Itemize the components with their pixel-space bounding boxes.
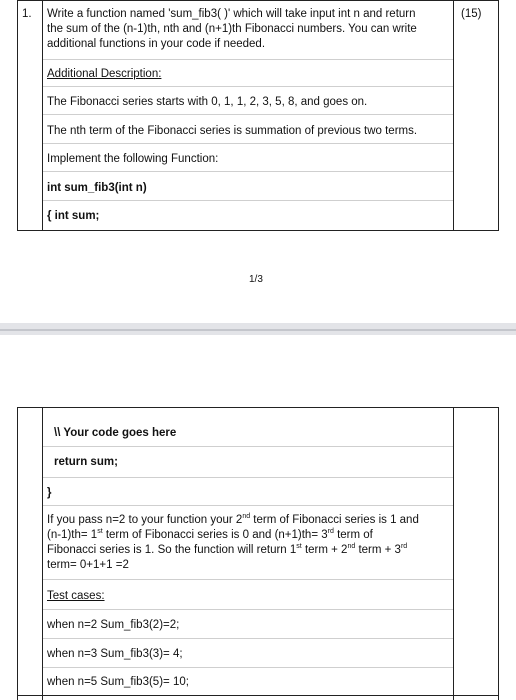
page-indicator: 1/3: [249, 274, 263, 285]
description-series: The Fibonacci series starts with 0, 1, 1, 2, 3, 5, 8, and goes on.: [47, 96, 368, 108]
function-close-brace: }: [47, 487, 52, 499]
code-comment: \\ Your code goes here: [54, 427, 177, 439]
page-divider-line: [0, 329, 516, 331]
example-line-2: (n-1)th= 1st term of Fibonacci series is 0 and (n+1)th= 3rd term of: [47, 528, 373, 541]
additional-description-heading: Additional Description:: [47, 68, 162, 80]
function-signature: int sum_fib3(int n): [47, 182, 147, 194]
example-line-4: term= 0+1+1 =2: [47, 559, 129, 571]
description-implement: Implement the following Function:: [47, 153, 219, 165]
function-open-brace: { int sum;: [47, 210, 100, 222]
return-statement: return sum;: [54, 456, 118, 468]
example-line-1: If you pass n=2 to your function your 2nd term of Fibonacci series is 1 and: [47, 513, 419, 526]
marks-label: (15): [461, 8, 482, 20]
test-case-row: when n=2 Sum_fib3(2)=2;: [47, 619, 180, 631]
test-case-row: when n=3 Sum_fib3(3)= 4;: [47, 648, 183, 660]
question-line-3: additional functions in your code if needed.: [47, 38, 266, 50]
example-line-3: Fibonacci series is 1. So the function will return 1st term + 2nd term + 3rd: [47, 543, 408, 556]
test-case-row: when n=5 Sum_fib3(5)= 10;: [47, 676, 189, 688]
question-number: 1.: [22, 8, 32, 20]
description-nth-term: The nth term of the Fibonacci series is summation of previous two terms.: [47, 125, 418, 137]
question-line-1: Write a function named 'sum_fib3( )' which will take input int n and return: [47, 8, 416, 20]
test-cases-heading: Test cases:: [47, 590, 105, 602]
question-line-2: the sum of the (n-1)th, nth and (n+1)th Fibonacci numbers. You can write: [47, 23, 417, 35]
